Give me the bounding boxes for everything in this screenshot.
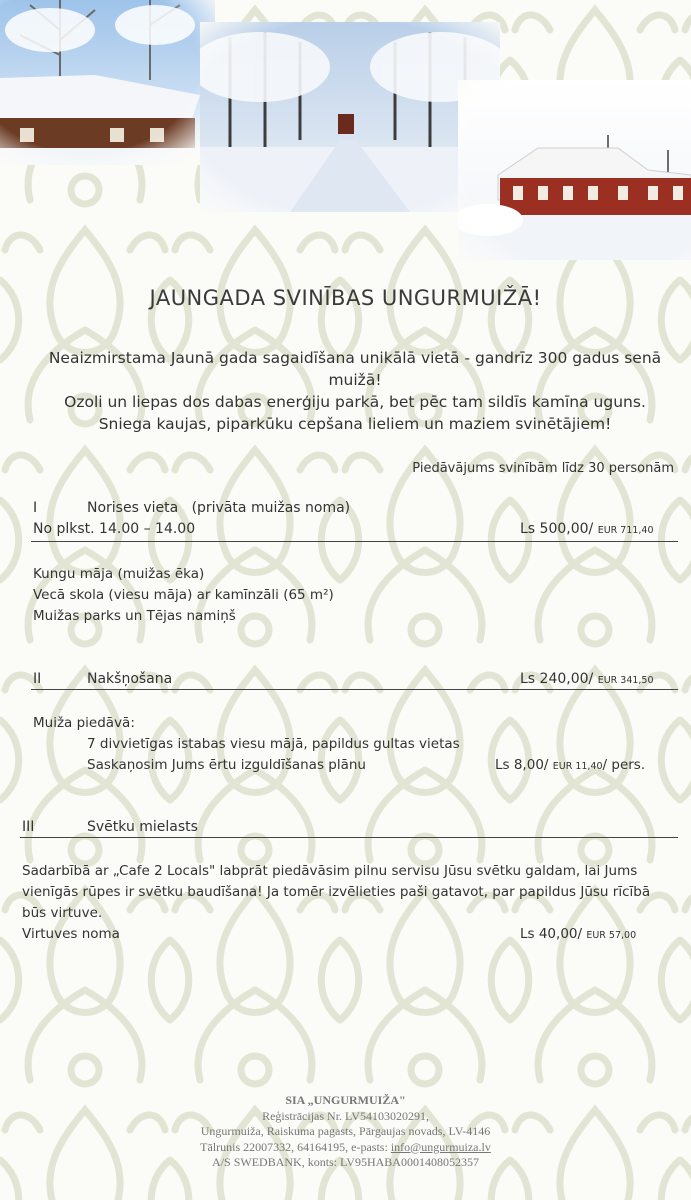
page-title: JAUNGADA SVINĪBAS UNGURMUIŽĀ! [149, 286, 542, 310]
kitchen-price-eur: EUR 57,00 [586, 930, 637, 941]
section1-item: Kungu māja (muižas ēka) [33, 566, 205, 582]
section1-time: No plkst. 14.00 – 14.00 [33, 521, 196, 537]
section1-divider [31, 541, 678, 542]
section2-numeral: II [33, 671, 42, 687]
section2-line-price-eur: EUR 11,40 [552, 761, 603, 772]
section2-line-price-ls: Ls 8,00/ [495, 757, 549, 773]
footer-registration: Reģistrācijas Nr. LV54103020291, [262, 1108, 429, 1123]
section3-paragraph: Sadarbībā ar „Cafe 2 Locals" labprāt piedāvāsim pilnu servisu Jūsu svētku galdam, lai Jums [22, 863, 638, 879]
intro-line: Sniega kaujas, piparkūku cepšana lieliem un maziem svinētājiem! [98, 415, 612, 433]
section1-numeral: I [33, 500, 38, 516]
section3-paragraph: būs virtuve. [22, 905, 103, 921]
photo-snowy-alley [200, 22, 500, 212]
section3-heading: Svētku mielasts [87, 819, 198, 835]
intro-line: Ozoli un liepas dos dabas enerģiju parkā, bet pēc tam sildīs kamīna uguns. [64, 393, 646, 411]
footer [0, 1093, 691, 1171]
section2-line: 7 divvietīgas istabas viesu mājā, papildus gultas vietas [87, 736, 460, 752]
section2-line-price [495, 757, 645, 773]
kitchen-price [520, 926, 636, 942]
section1-heading [87, 500, 350, 516]
section2-intro: Muiža piedāvā: [33, 715, 135, 731]
kitchen-price-ls: Ls 40,00/ [520, 926, 583, 942]
section1-heading-note: (privāta muižas noma) [191, 500, 351, 516]
footer-email-link[interactable]: info@ungurmuiza.lv [390, 1139, 491, 1154]
intro-line: Neaizmirstama Jaunā gada sagaidīšana unikālā vietā - gandrīz 300 gadus senā [48, 349, 662, 367]
section1-item: Vecā skola (viesu māja) ar kamīnzāli (65 m²) [33, 587, 334, 603]
section1-item: Muižas parks un Tējas namiņš [33, 608, 236, 624]
footer-phone: Tālrunis 22007332, 64164195, e-pasts: [200, 1139, 391, 1154]
photo-wooden-house [0, 0, 215, 165]
kitchen-label: Virtuves noma [22, 926, 120, 942]
intro-text [40, 347, 670, 435]
section2-line: Saskaņosim Jums ērtu izguldīšanas plānu [87, 757, 366, 773]
section1-price-ls: Ls 500,00/ [520, 521, 594, 537]
section1-price-eur: EUR 711,40 [597, 525, 654, 536]
section3-numeral: III [22, 819, 35, 835]
section2-price-ls: Ls 240,00/ [520, 671, 594, 687]
section2-price [520, 671, 654, 687]
section1-price [520, 521, 654, 537]
section2-price-eur: EUR 341,50 [597, 675, 654, 686]
footer-company: SIA „UNGURMUIŽA" [285, 1093, 406, 1107]
footer-address: Ungurmuiža, Raiskuma pagasts, Pārgaujas novads, LV-4146 [200, 1124, 491, 1138]
section1-heading-text: Norises vieta [87, 500, 179, 516]
footer-bank: A/S SWEDBANK, konts: LV95HABA0001408052357 [212, 1155, 479, 1169]
footer-contacts [0, 1140, 691, 1156]
section3-divider [20, 837, 678, 838]
section2-heading: Nakšņošana [87, 671, 173, 687]
section2-divider [31, 689, 678, 690]
photo-red-manor [458, 80, 691, 260]
section3-paragraph: vienīgās rūpes ir svētku baudīšana! Ja tomēr izvēlieties paši gatavot, par papildus Jūsu rīcībā [22, 884, 651, 900]
offer-note: Piedāvājums svinībām līdz 30 personām [412, 461, 674, 476]
section2-line-unit: / pers. [602, 757, 646, 773]
intro-line: muižā! [328, 371, 382, 389]
